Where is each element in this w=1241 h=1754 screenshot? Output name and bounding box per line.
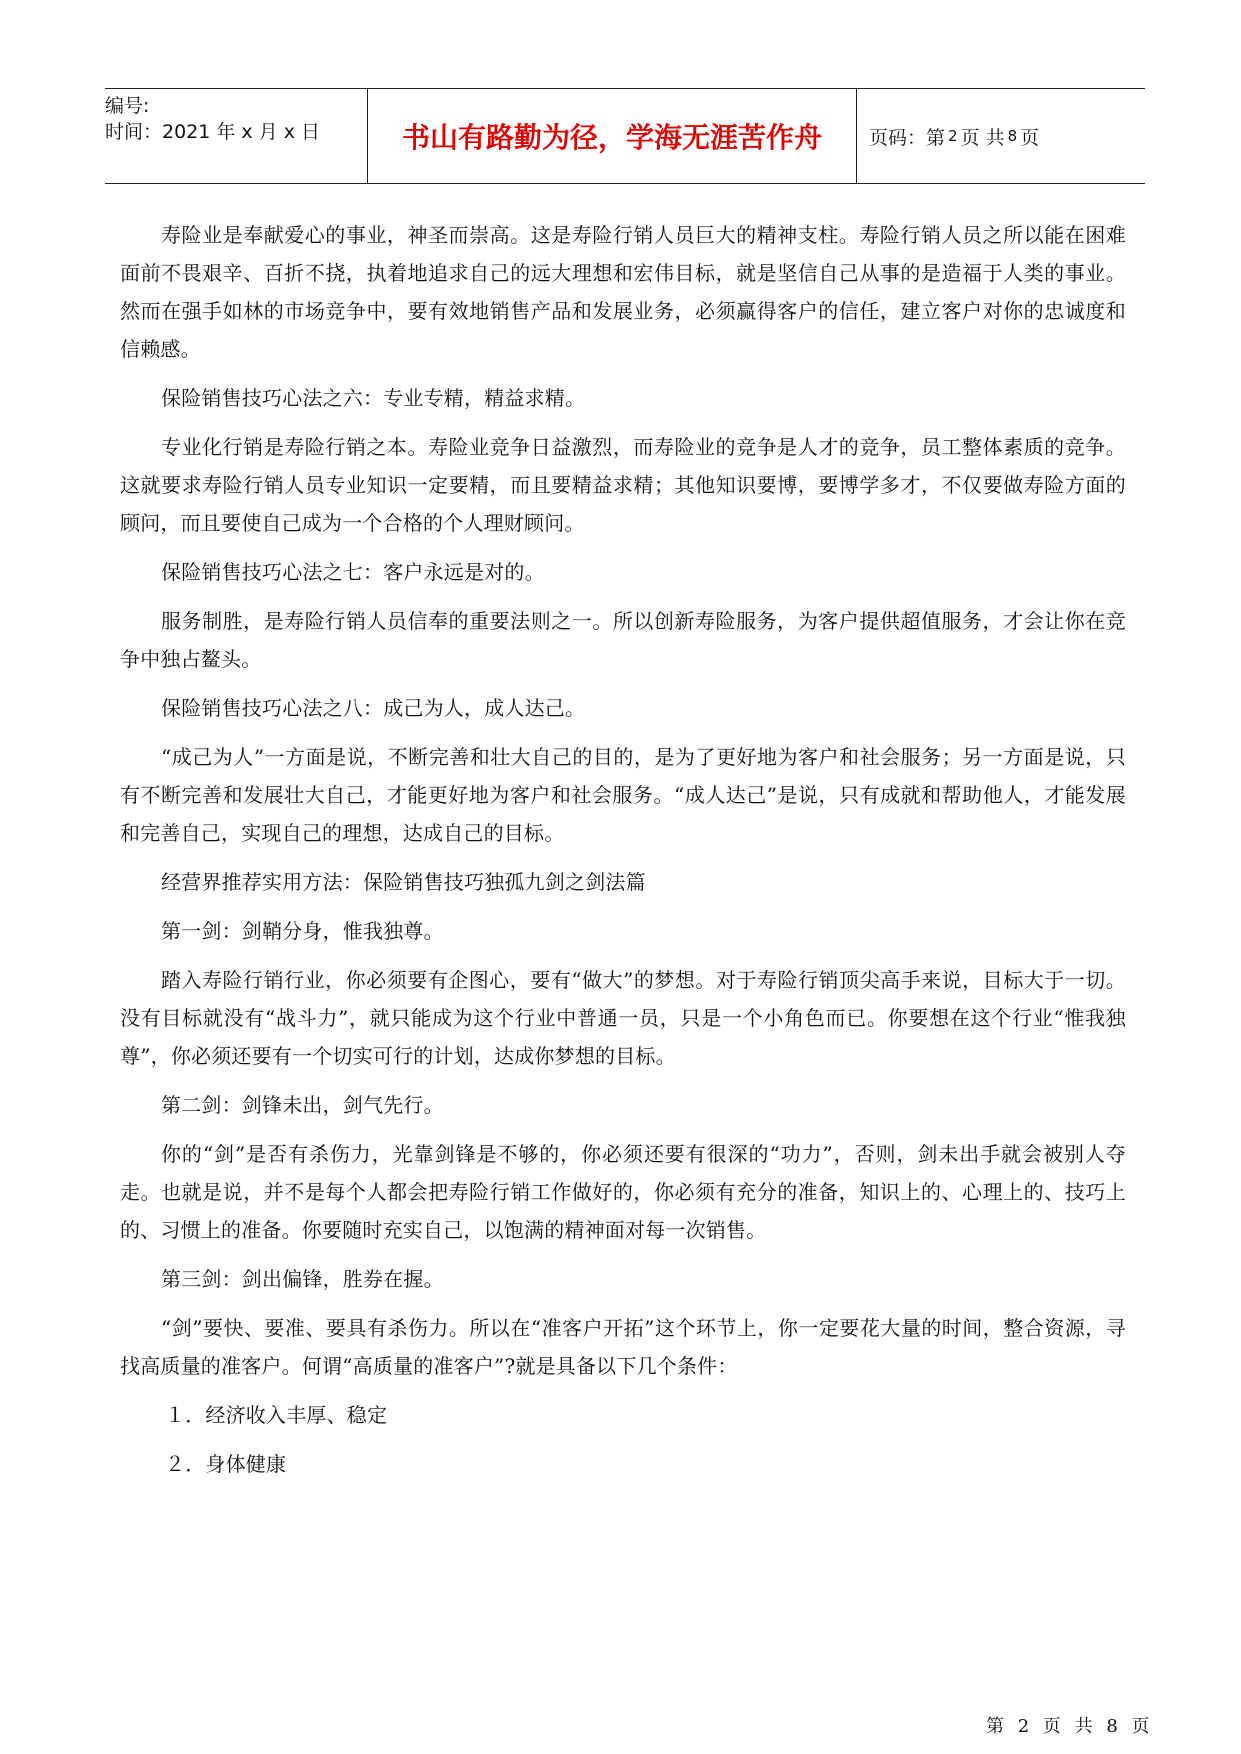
section-heading: 经营界推荐实用方法：保险销售技巧独孤九剑之剑法篇: [161, 870, 646, 894]
document-body: [120, 216, 1126, 1483]
paragraph: “成己为人”一方面是说，不断完善和壮大自己的目的，是为了更好地为客户和社会服务；另一方面是说，只有不断完善和发展壮大自己，才能更好地为客户和社会服务。“成人达己”是说，只有成就和帮助他人，才能发展和完善自己，实现自己的理想，达成自己的目标。: [120, 745, 1126, 845]
header-motto: 书山有路勤为径，学海无涯苦作舟: [368, 89, 857, 183]
list-item: ２．身体健康: [165, 1452, 287, 1476]
section-heading: 第一剑：剑鞘分身，惟我独尊。: [161, 919, 444, 943]
section-heading: 保险销售技巧心法之七：客户永远是对的。: [161, 560, 545, 584]
page-total: 8: [1007, 127, 1018, 145]
page-footer: 第 2 页 共 8 页: [986, 1716, 1152, 1737]
page-suffix: 页: [1020, 126, 1040, 149]
section-heading: 保险销售技巧心法之八：成己为人，成人达己。: [161, 696, 586, 720]
paragraph: 寿险业是奉献爱心的事业，神圣而崇高。这是寿险行销人员巨大的精神支柱。寿险行销人员之所以能在困难面前不畏艰辛、百折不挠，执着地追求自己的远大理想和宏伟目标，就是坚信自己从事的是造福于人类的事业。然而在强手如林的市场竞争中，要有效地销售产品和发展业务，必须赢得客户的信任，建立客户对你的忠诚度和信赖感。: [120, 223, 1126, 361]
paragraph: 踏入寿险行销行业，你必须要有企图心，要有“做大”的梦想。对于寿险行销顶尖高手来说，目标大于一切。没有目标就没有“战斗力”，就只能成为这个行业中普通一员，只是一个小角色而已。你要想在这个行业“惟我独尊”，你必须还要有一个切实可行的计划，达成你梦想的目标。: [120, 968, 1126, 1068]
header-meta: [105, 89, 368, 183]
section-heading: 第二剑：剑锋未出，剑气先行。: [161, 1093, 444, 1117]
page-mid: 页 共: [960, 126, 1005, 149]
paragraph: 你的“剑”是否有杀伤力，光靠剑锋是不够的，你必须还要有很深的“功力”，否则，剑未出手就会被别人夺走。也就是说，并不是每个人都会把寿险行销工作做好的，你必须有充分的准备，知识上的、心理上的、技巧上的、习惯上的准备。你要随时充实自己，以饱满的精神面对每一次销售。: [120, 1142, 1126, 1242]
section-heading: 保险销售技巧心法之六：专业专精，精益求精。: [161, 386, 586, 410]
document-time-label: 时间：2021 年 x 月 x 日: [105, 121, 321, 143]
paragraph: 专业化行销是寿险行销之本。寿险业竞争日益激烈，而寿险业的竞争是人才的竞争，员工整体素质的竞争。这就要求寿险行销人员专业知识一定要精，而且要精益求精；其他知识要博，要博学多才，不仅要做寿险方面的顾问，而且要使自己成为一个合格的个人理财顾问。: [120, 435, 1126, 535]
paragraph: 服务制胜，是寿险行销人员信奉的重要法则之一。所以创新寿险服务，为客户提供超值服务，才会让你在竞争中独占鳌头。: [120, 609, 1126, 671]
list-item: １．经济收入丰厚、稳定: [165, 1403, 388, 1427]
document-number-label: 编号:: [105, 95, 150, 117]
page-header: [105, 88, 1145, 184]
header-page-indicator: [857, 89, 1145, 183]
page-number: 2: [948, 127, 958, 145]
section-heading: 第三剑：剑出偏锋，胜券在握。: [161, 1267, 444, 1291]
paragraph: “剑”要快、要准、要具有杀伤力。所以在“准客户开拓”这个环节上，你一定要花大量的时间，整合资源，寻找高质量的准客户。何谓“高质量的准客户”?就是具备以下几个条件：: [120, 1316, 1126, 1378]
page-prefix: 页码：第: [869, 126, 946, 149]
